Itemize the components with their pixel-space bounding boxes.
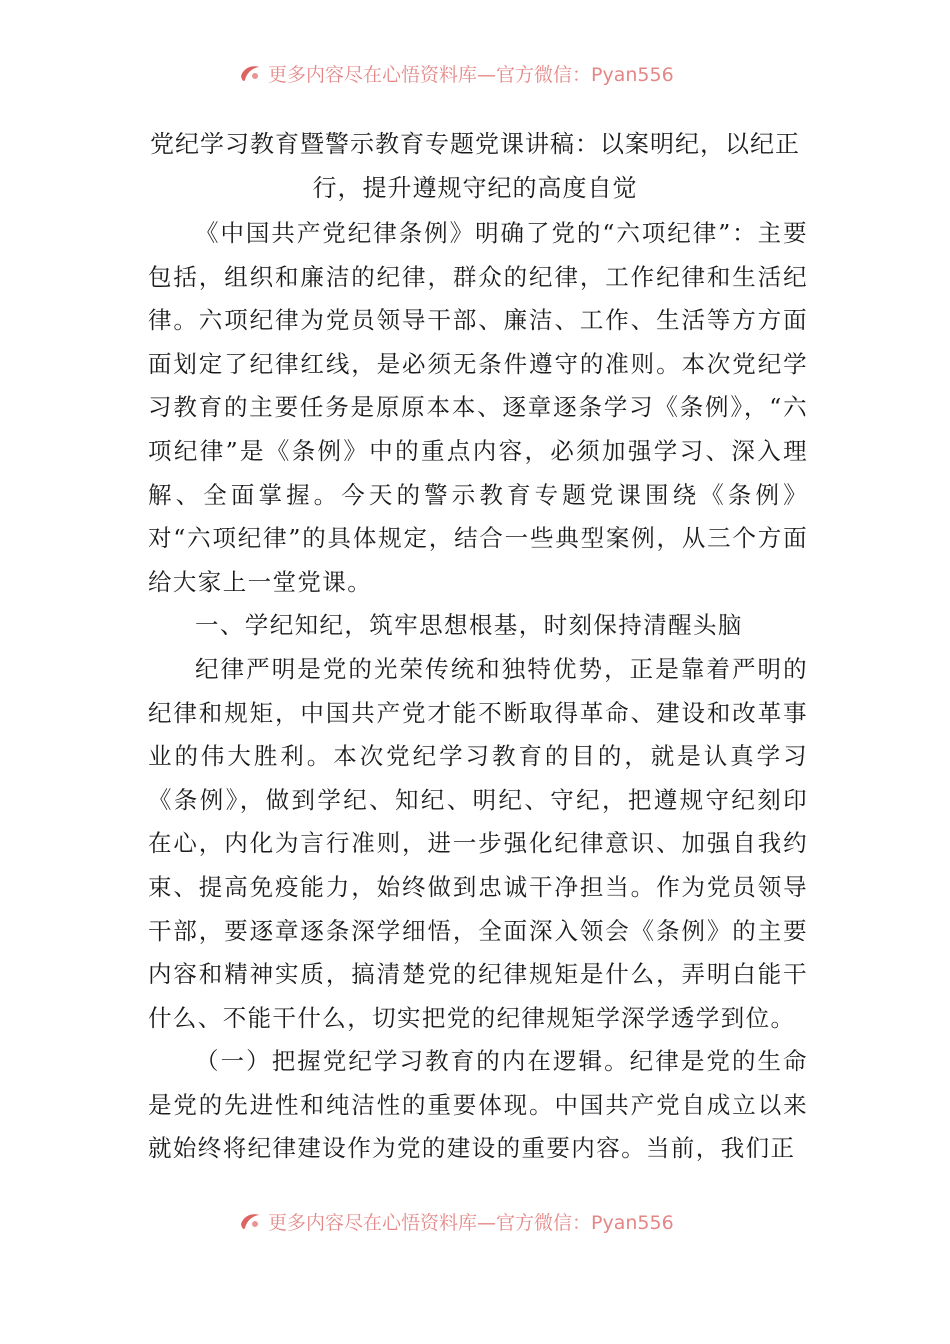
header-watermark bbox=[238, 58, 738, 88]
paragraph-subsection-1: （一）把握党纪学习教育的内在逻辑。纪律是党的生命是党的先进性和纯洁性的重要体现。中国共产党自成立以来就始终将纪律建设作为党的建设的重要内容。当前，我们正 bbox=[148, 1047, 808, 1163]
red-swoosh-logo-icon bbox=[238, 1209, 262, 1233]
document-title: 党纪学习教育暨警示教育专题党课讲稿：以案明纪，以纪正行，提升遵规守纪的高度自觉 bbox=[150, 130, 800, 202]
watermark-text: 更多内容尽在心悟资料库—官方微信：Pyan556 bbox=[268, 1211, 674, 1234]
red-swoosh-logo-icon bbox=[238, 61, 262, 85]
section-heading-1: 一、学纪知纪，筑牢思想根基，时刻保持清醒头脑 bbox=[195, 611, 743, 640]
paragraph-section-1: 纪律严明是党的光荣传统和独特优势，正是靠着严明的纪律和规矩，中国共产党才能不断取得革命、建设和改革事业的伟大胜利。本次党纪学习教育的目的，就是认真学习《条例》，做到学纪、知纪、明纪、守纪，把遵规守纪刻印在心，内化为言行准则，进一步强化纪律意识、加强自我约束、提高免疫能力，始终做到忠诚干净担当。作为党员领导干部，要逐章逐条深学细悟，全面深入领会《条例》的主要内容和精神实质，搞清楚党的纪律规矩是什么，弄明白能干什么、不能干什么，切实把党的纪律规矩学深学透学到位。 bbox=[148, 654, 808, 1032]
footer-watermark bbox=[238, 1206, 738, 1236]
watermark-text: 更多内容尽在心悟资料库—官方微信：Pyan556 bbox=[268, 63, 674, 86]
document-body bbox=[148, 212, 808, 1171]
paragraph-intro: 《中国共产党纪律条例》明确了党的“六项纪律”：主要包括，组织和廉洁的纪律，群众的纪律，工作纪律和生活纪律。六项纪律为党员领导干部、廉洁、工作、生活等方方面面划定了纪律红线，是必须无条件遵守的准则。本次党纪学习教育的主要任务是原原本本、逐章逐条学习《条例》，“六项纪律”是《条例》中的重点内容，必须加强学习、深入理解、全面掌握。今天的警示教育专题党课围绕《条例》对“六项纪律”的具体规定，结合一些典型案例，从三个方面给大家上一堂党课。 bbox=[148, 219, 808, 596]
